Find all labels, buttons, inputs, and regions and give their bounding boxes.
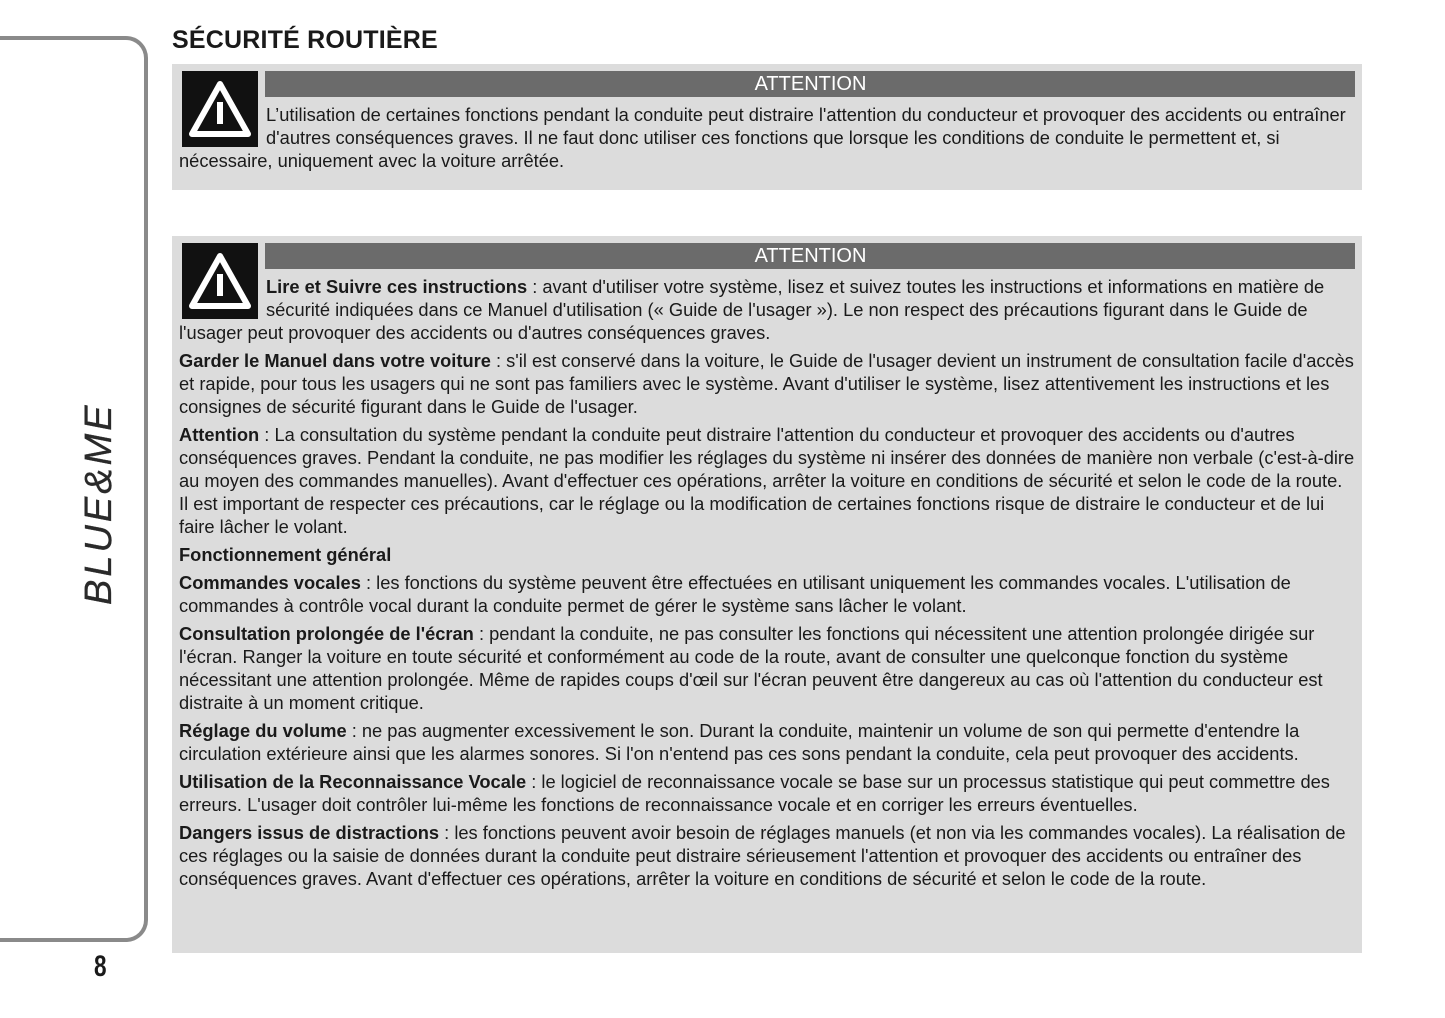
warning-triangle-icon bbox=[182, 71, 258, 147]
warning-box-2 bbox=[172, 236, 1362, 953]
warning-text: L’utilisation de certaines fonctions pendant la conduite peut distraire l'attention du conducteur et provoquer des accidents ou entraîner d'autres conséquences graves. Il ne faut donc utiliser ces fonctions que lorsque les conditions de conduite le permettent et, si nécessaire, uniquement avec la voiture arrêtée. bbox=[179, 104, 1346, 171]
paragraph-heading: Utilisation de la Reconnaissance Vocale bbox=[179, 771, 527, 792]
paragraph bbox=[179, 719, 1355, 765]
paragraph-heading: Attention bbox=[179, 424, 260, 445]
paragraph bbox=[179, 622, 1355, 714]
paragraph-text: : les fonctions peuvent avoir besoin de réglages manuels (et non via les commandes vocales). La réalisation de ces réglages ou la saisie de données durant la conduite peut distraire sérieusement l'attention et provoquer des accidents ou entraîner des conséquences graves. Avant d'effectuer ces opérations, arrêter la voiture en conditions de sécurité et selon le code de la route. bbox=[179, 822, 1346, 889]
attention-header: ATTENTION bbox=[265, 71, 1355, 97]
paragraph-heading: Commandes vocales bbox=[179, 572, 361, 593]
warning-triangle-icon bbox=[182, 243, 258, 319]
paragraph-text: : s'il est conservé dans la voiture, le Guide de l'usager devient un instrument de consultation facile d'accès et rapide, pour tous les usagers qui ne sont pas familiers avec le système. Avant d'utiliser le système, lisez attentivement les instructions et les consignes de sécurité figurant dans le Guide de l'usager. bbox=[179, 350, 1354, 417]
paragraph bbox=[179, 821, 1355, 890]
paragraph-text: : avant d'utiliser votre système, lisez et suivez toutes les instructions et informations en matière de sécurité indiquées dans ce Manuel d'utilisation (« Guide de l'usager »). Le non respect des précautions figurant dans le Guide de l'usager peut provoquer des accidents ou d'autres conséquences graves. bbox=[179, 276, 1325, 343]
page-side-frame bbox=[0, 36, 148, 942]
paragraph-text: : les fonctions du système peuvent être effectuées en utilisant uniquement les commandes vocales. L'utilisation de commandes à contrôle vocal durant la conduite permet de gérer le système sans lâcher le volant. bbox=[179, 572, 1291, 616]
paragraph-heading: Lire et Suivre ces instructions bbox=[266, 276, 528, 297]
paragraph-heading: Consultation prolongée de l'écran bbox=[179, 623, 474, 644]
paragraph-heading: Garder le Manuel dans votre voiture bbox=[179, 350, 491, 371]
paragraph-text: : pendant la conduite, ne pas consulter les fonctions qui nécessitent une attention prolongée dirigée sur l'écran. Ranger la voiture en toute sécurité et conformément au code de la route, avant de consulter une quelconque fonction du système nécessitant une attention prolongée. Même de rapides coups d'œil sur l'écran peuvent être dangereux au cas où l'attention du conducteur est distraite à un moment critique. bbox=[179, 623, 1323, 713]
paragraph-text: : ne pas augmenter excessivement le son. Durant la conduite, maintenir un volume de son qui permette d'entendre la circulation extérieure ainsi que les alarmes sonores. Si l'on n'entend pas ces sons pendant la conduite, cela peut provoquer des accidents. bbox=[179, 720, 1300, 764]
paragraph bbox=[179, 423, 1355, 538]
paragraph-heading: Dangers issus de distractions bbox=[179, 822, 440, 843]
paragraph-text: : le logiciel de reconnaissance vocale se base sur un processus statistique qui peut commettre des erreurs. L'usager doit contrôler lui-même les fonctions de reconnaissance vocale et en corriger les erreurs éventuelles. bbox=[179, 771, 1330, 815]
paragraph bbox=[179, 770, 1355, 816]
attention-header: ATTENTION bbox=[265, 243, 1355, 269]
paragraph-heading: Fonctionnement général bbox=[179, 544, 392, 565]
paragraph bbox=[179, 349, 1355, 418]
blue-and-me-logo: BLUE&ME bbox=[78, 402, 120, 605]
page-number: 8 bbox=[94, 950, 107, 983]
paragraph bbox=[179, 275, 1355, 344]
page-title: SÉCURITÉ ROUTIÈRE bbox=[172, 26, 438, 54]
warning-box-1 bbox=[172, 64, 1362, 190]
paragraph-text: : La consultation du système pendant la conduite peut distraire l'attention du conducteur et provoquer des accidents ou d'autres conséquences graves. Pendant la conduite, ne pas modifier les réglages du système ni insérer des données de manière non verbale (c'est-à-dire au moyen des commandes manuelles). Avant d'effectuer ces opérations, arrêter la voiture en conditions de sécurité et selon le code de la route. Il est important de respecter ces précautions, car le réglage ou la modification de certaines fonctions risque de distraire le conducteur et de lui faire lâcher le volant. bbox=[179, 424, 1355, 537]
paragraph-heading: Réglage du volume bbox=[179, 720, 347, 741]
paragraph bbox=[179, 571, 1355, 617]
paragraph bbox=[179, 543, 1355, 566]
